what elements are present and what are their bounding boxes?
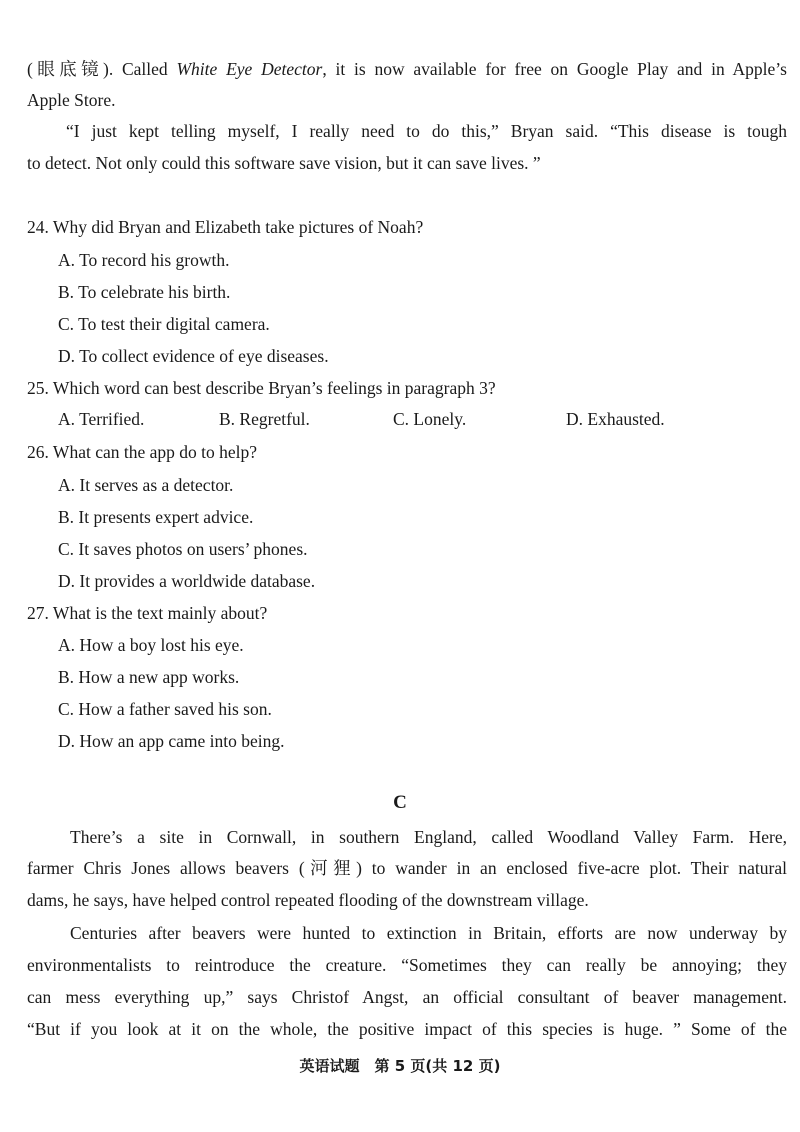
passage-b-p1-line1: [27, 58, 787, 80]
app-name: White Eye Detector: [176, 59, 323, 79]
question-27-stem: 27. What is the text mainly about?: [27, 603, 268, 623]
question-27-option-c: C. How a father saved his son.: [58, 699, 272, 719]
question-26-option-c: C. It saves photos on users’ phones.: [58, 539, 308, 559]
section-c-p2-line3: can mess everything up,” says Christof Angst, an official consultant of beaver management.: [27, 987, 787, 1007]
passage-b-p1-line2: Apple Store.: [27, 90, 116, 110]
question-27-option-b: B. How a new app works.: [58, 667, 240, 687]
question-25-option-c: C. Lonely.: [393, 409, 467, 429]
question-26-option-b: B. It presents expert advice.: [58, 507, 254, 527]
section-c-p1-line2: farmer Chris Jones allows beavers (河狸) to wander in an enclosed five-acre plot. Their natural: [27, 858, 787, 878]
question-24-stem: 24. Why did Bryan and Elizabeth take pictures of Noah?: [27, 217, 424, 237]
question-26-stem: 26. What can the app do to help?: [27, 442, 258, 462]
question-24-option-d: D. To collect evidence of eye diseases.: [58, 346, 329, 366]
passage-b-p2-line1: “I just kept telling myself, I really need to do this,” Bryan said. “This disease is tough: [66, 121, 787, 141]
question-26-option-a: A. It serves as a detector.: [58, 475, 234, 495]
question-24-option-a: A. To record his growth.: [58, 250, 230, 270]
passage-text: (眼底镜). Called: [27, 59, 177, 79]
passage-b-p2-line2: to detect. Not only could this software save vision, but it can save lives. ”: [27, 153, 541, 173]
question-27-option-d: D. How an app came into being.: [58, 731, 285, 751]
question-25-stem: 25. Which word can best describe Bryan’s feelings in paragraph 3?: [27, 378, 496, 398]
section-c-heading: C: [393, 792, 407, 813]
section-c-p2-line4: “But if you look at it on the whole, the positive impact of this species is huge. ” Some of the: [27, 1019, 787, 1039]
question-24-option-b: B. To celebrate his birth.: [58, 282, 231, 302]
section-c-p2-line1: Centuries after beavers were hunted to extinction in Britain, efforts are now underway by: [70, 923, 787, 943]
section-c-p1-line3: dams, he says, have helped control repeated flooding of the downstream village.: [27, 890, 589, 910]
question-25-option-d: D. Exhausted.: [566, 409, 665, 429]
passage-text: , it is now available for free on Google Play and in Apple’s: [322, 59, 787, 79]
question-25-option-b: B. Regretful.: [219, 409, 310, 429]
question-25-option-a: A. Terrified.: [58, 409, 145, 429]
section-c-p1-line1: There’s a site in Cornwall, in southern England, called Woodland Valley Farm. Here,: [70, 827, 787, 847]
question-26-option-d: D. It provides a worldwide database.: [58, 571, 316, 591]
question-24-option-c: C. To test their digital camera.: [58, 314, 270, 334]
page-footer: 英语试题 第 5 页(共 12 页): [299, 1057, 501, 1075]
question-27-option-a: A. How a boy lost his eye.: [58, 635, 244, 655]
section-c-p2-line2: environmentalists to reintroduce the creature. “Sometimes they can really be annoying; they: [27, 955, 787, 975]
question-25-options: [0, 408, 800, 430]
